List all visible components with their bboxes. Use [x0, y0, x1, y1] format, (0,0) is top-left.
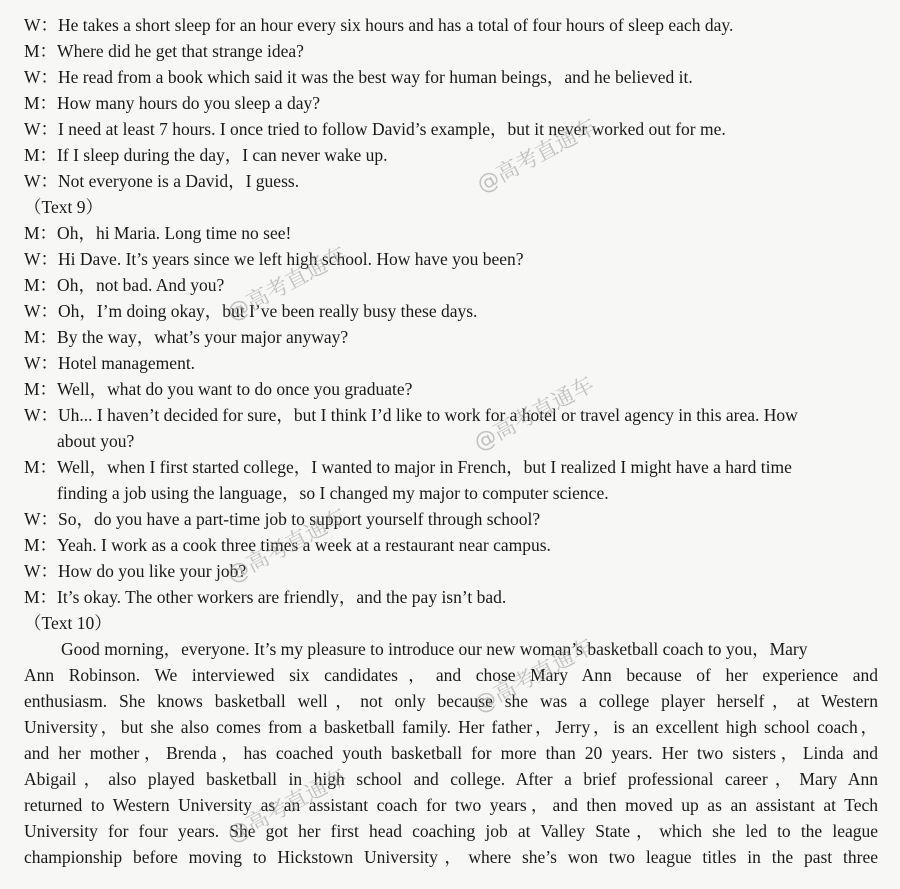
- dialogue-line: W：He takes a short sleep for an hour every six hours and has a total of four hours of sleep each day.: [24, 15, 734, 35]
- dialogue-line: M：How many hours do you sleep a day?: [24, 93, 320, 113]
- watermark: @高考直通车: [473, 114, 602, 199]
- watermark: @高考直通车: [223, 504, 352, 589]
- dialogue-line: W：Not everyone is a David，I guess.: [24, 171, 300, 191]
- dialogue-line: W：I need at least 7 hours. I once tried to follow David’s example，but it never worked out for me.: [24, 119, 726, 139]
- paragraph-line: enthusiasm. She knows basketball well，not only because she was a college player herself，at Western: [24, 691, 878, 711]
- dialogue-line: M：Well，what do you want to do once you graduate?: [24, 379, 413, 399]
- paragraph-line: returned to Western University as an assistant coach for two years，and then moved up as an assistant at Tech: [24, 795, 878, 815]
- dialogue-line: M：It’s okay. The other workers are friendly，and the pay isn’t bad.: [24, 587, 507, 607]
- watermark: @高考直通车: [223, 242, 352, 327]
- dialogue-line: M：Oh，not bad. And you?: [24, 275, 225, 295]
- paragraph-line: Ann Robinson. We interviewed six candidates，and chose Mary Ann because of her experience and: [24, 665, 878, 685]
- dialogue-line: W：Uh... I haven’t decided for sure，but I think I’d like to work for a hotel or travel agency in this area. How: [24, 405, 798, 425]
- dialogue-line: M：Where did he get that strange idea?: [24, 41, 304, 61]
- dialogue-line: W：Hotel management.: [24, 353, 196, 373]
- paragraph-line: University，but she also comes from a basketball family. Her father，Jerry，is an excellent high school coach，: [24, 717, 878, 737]
- paragraph-line: University for four years. She got her first head coaching job at Valley State，which she led to the league: [24, 821, 878, 841]
- dialogue-line: W：How do you like your job?: [24, 561, 247, 581]
- paragraph-line: championship before moving to Hickstown University，where she’s won two league titles in the past three: [24, 847, 878, 867]
- watermark: @高考直通车: [470, 634, 599, 719]
- dialogue-line: M：Yeah. I work as a cook three times a week at a restaurant near campus.: [24, 535, 551, 555]
- dialogue-continuation: about you?: [57, 431, 135, 451]
- dialogue-line: W：So，do you have a part-time job to support yourself through school?: [24, 509, 541, 529]
- dialogue-continuation: finding a job using the language，so I changed my major to computer science.: [57, 483, 609, 503]
- dialogue-line: M：Oh，hi Maria. Long time no see!: [24, 223, 292, 243]
- dialogue-line: W：Hi Dave. It’s years since we left high school. How have you been?: [24, 249, 524, 269]
- dialogue-line: M：Well，when I first started college，I wanted to major in French，but I realized I might have a hard time: [24, 457, 792, 477]
- section-heading-text-10: （Text 10）: [24, 613, 112, 633]
- dialogue-line: M：By the way，what’s your major anyway?: [24, 327, 349, 347]
- dialogue-line: M：If I sleep during the day，I can never wake up.: [24, 145, 388, 165]
- watermark: @高考直通车: [470, 372, 599, 457]
- paragraph-line: Good morning，everyone. It’s my pleasure to introduce our new woman’s basketball coach to you，Mary: [61, 639, 808, 659]
- dialogue-line: W：Oh，I’m doing okay，but I’ve been really busy these days.: [24, 301, 478, 321]
- paragraph-line: and her mother，Brenda，has coached youth basketball for more than 20 years. Her two sisters，Linda and: [24, 743, 878, 763]
- watermark: @高考直通车: [223, 764, 352, 849]
- paragraph-line: Abigail，also played basketball in high school and college. After a brief professional career，Mary Ann: [24, 769, 878, 789]
- section-heading-text-9: （Text 9）: [24, 197, 103, 217]
- dialogue-line: W：He read from a book which said it was the best way for human beings，and he believed it.: [24, 67, 693, 87]
